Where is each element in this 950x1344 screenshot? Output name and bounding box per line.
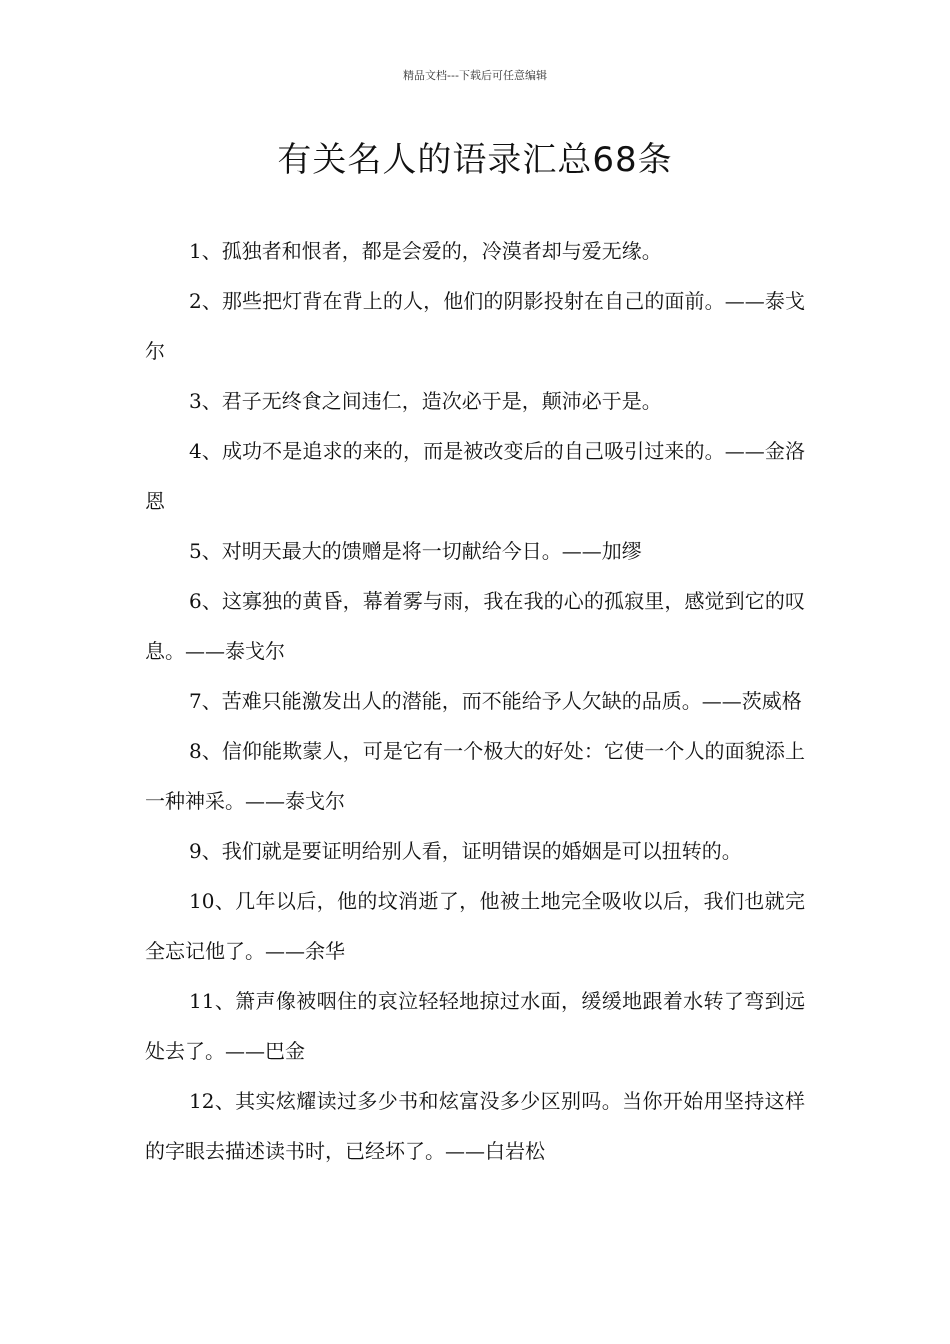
quote-12: 12、其实炫耀读过多少书和炫富没多少区别吗。当你开始用坚持这样的字眼去描述读书时，已经坏了。——白岩松 xyxy=(145,1089,805,1163)
quote-list xyxy=(145,226,805,1176)
quote-10: 10、几年以后，他的坟消逝了，他被土地完全吸收以后，我们也就完全忘记他了。——余华 xyxy=(145,889,805,963)
quote-8: 8、信仰能欺蒙人，可是它有一个极大的好处：它使一个人的面貌添上一种神采。——泰戈尔 xyxy=(145,739,805,813)
quote-11: 11、箫声像被咽住的哀泣轻轻地掠过水面，缓缓地跟着水转了弯到远处去了。——巴金 xyxy=(145,989,805,1063)
quote-5: 5、对明天最大的馈赠是将一切献给今日。——加缪 xyxy=(189,539,642,563)
quote-6: 6、这寡独的黄昏，幕着雾与雨，我在我的心的孤寂里，感觉到它的叹息。——泰戈尔 xyxy=(145,589,805,663)
quote-1: 1、孤独者和恨者，都是会爱的，冷漠者却与爱无缘。 xyxy=(189,239,662,263)
quote-2: 2、那些把灯背在背上的人，他们的阴影投射在自己的面前。——泰戈尔 xyxy=(145,289,805,363)
quote-4: 4、成功不是追求的来的，而是被改变后的自己吸引过来的。——金洛恩 xyxy=(145,439,805,513)
document-title: 有关名人的语录汇总68条 xyxy=(277,140,673,180)
quote-7: 7、苦难只能激发出人的潜能，而不能给予人欠缺的品质。——茨威格 xyxy=(189,689,802,713)
quote-3: 3、君子无终食之间违仁，造次必于是，颠沛必于是。 xyxy=(189,389,662,413)
quote-9: 9、我们就是要证明给别人看，证明错误的婚姻是可以扭转的。 xyxy=(189,839,742,863)
header-note: 精品文档---下载后可任意编辑 xyxy=(403,69,547,82)
